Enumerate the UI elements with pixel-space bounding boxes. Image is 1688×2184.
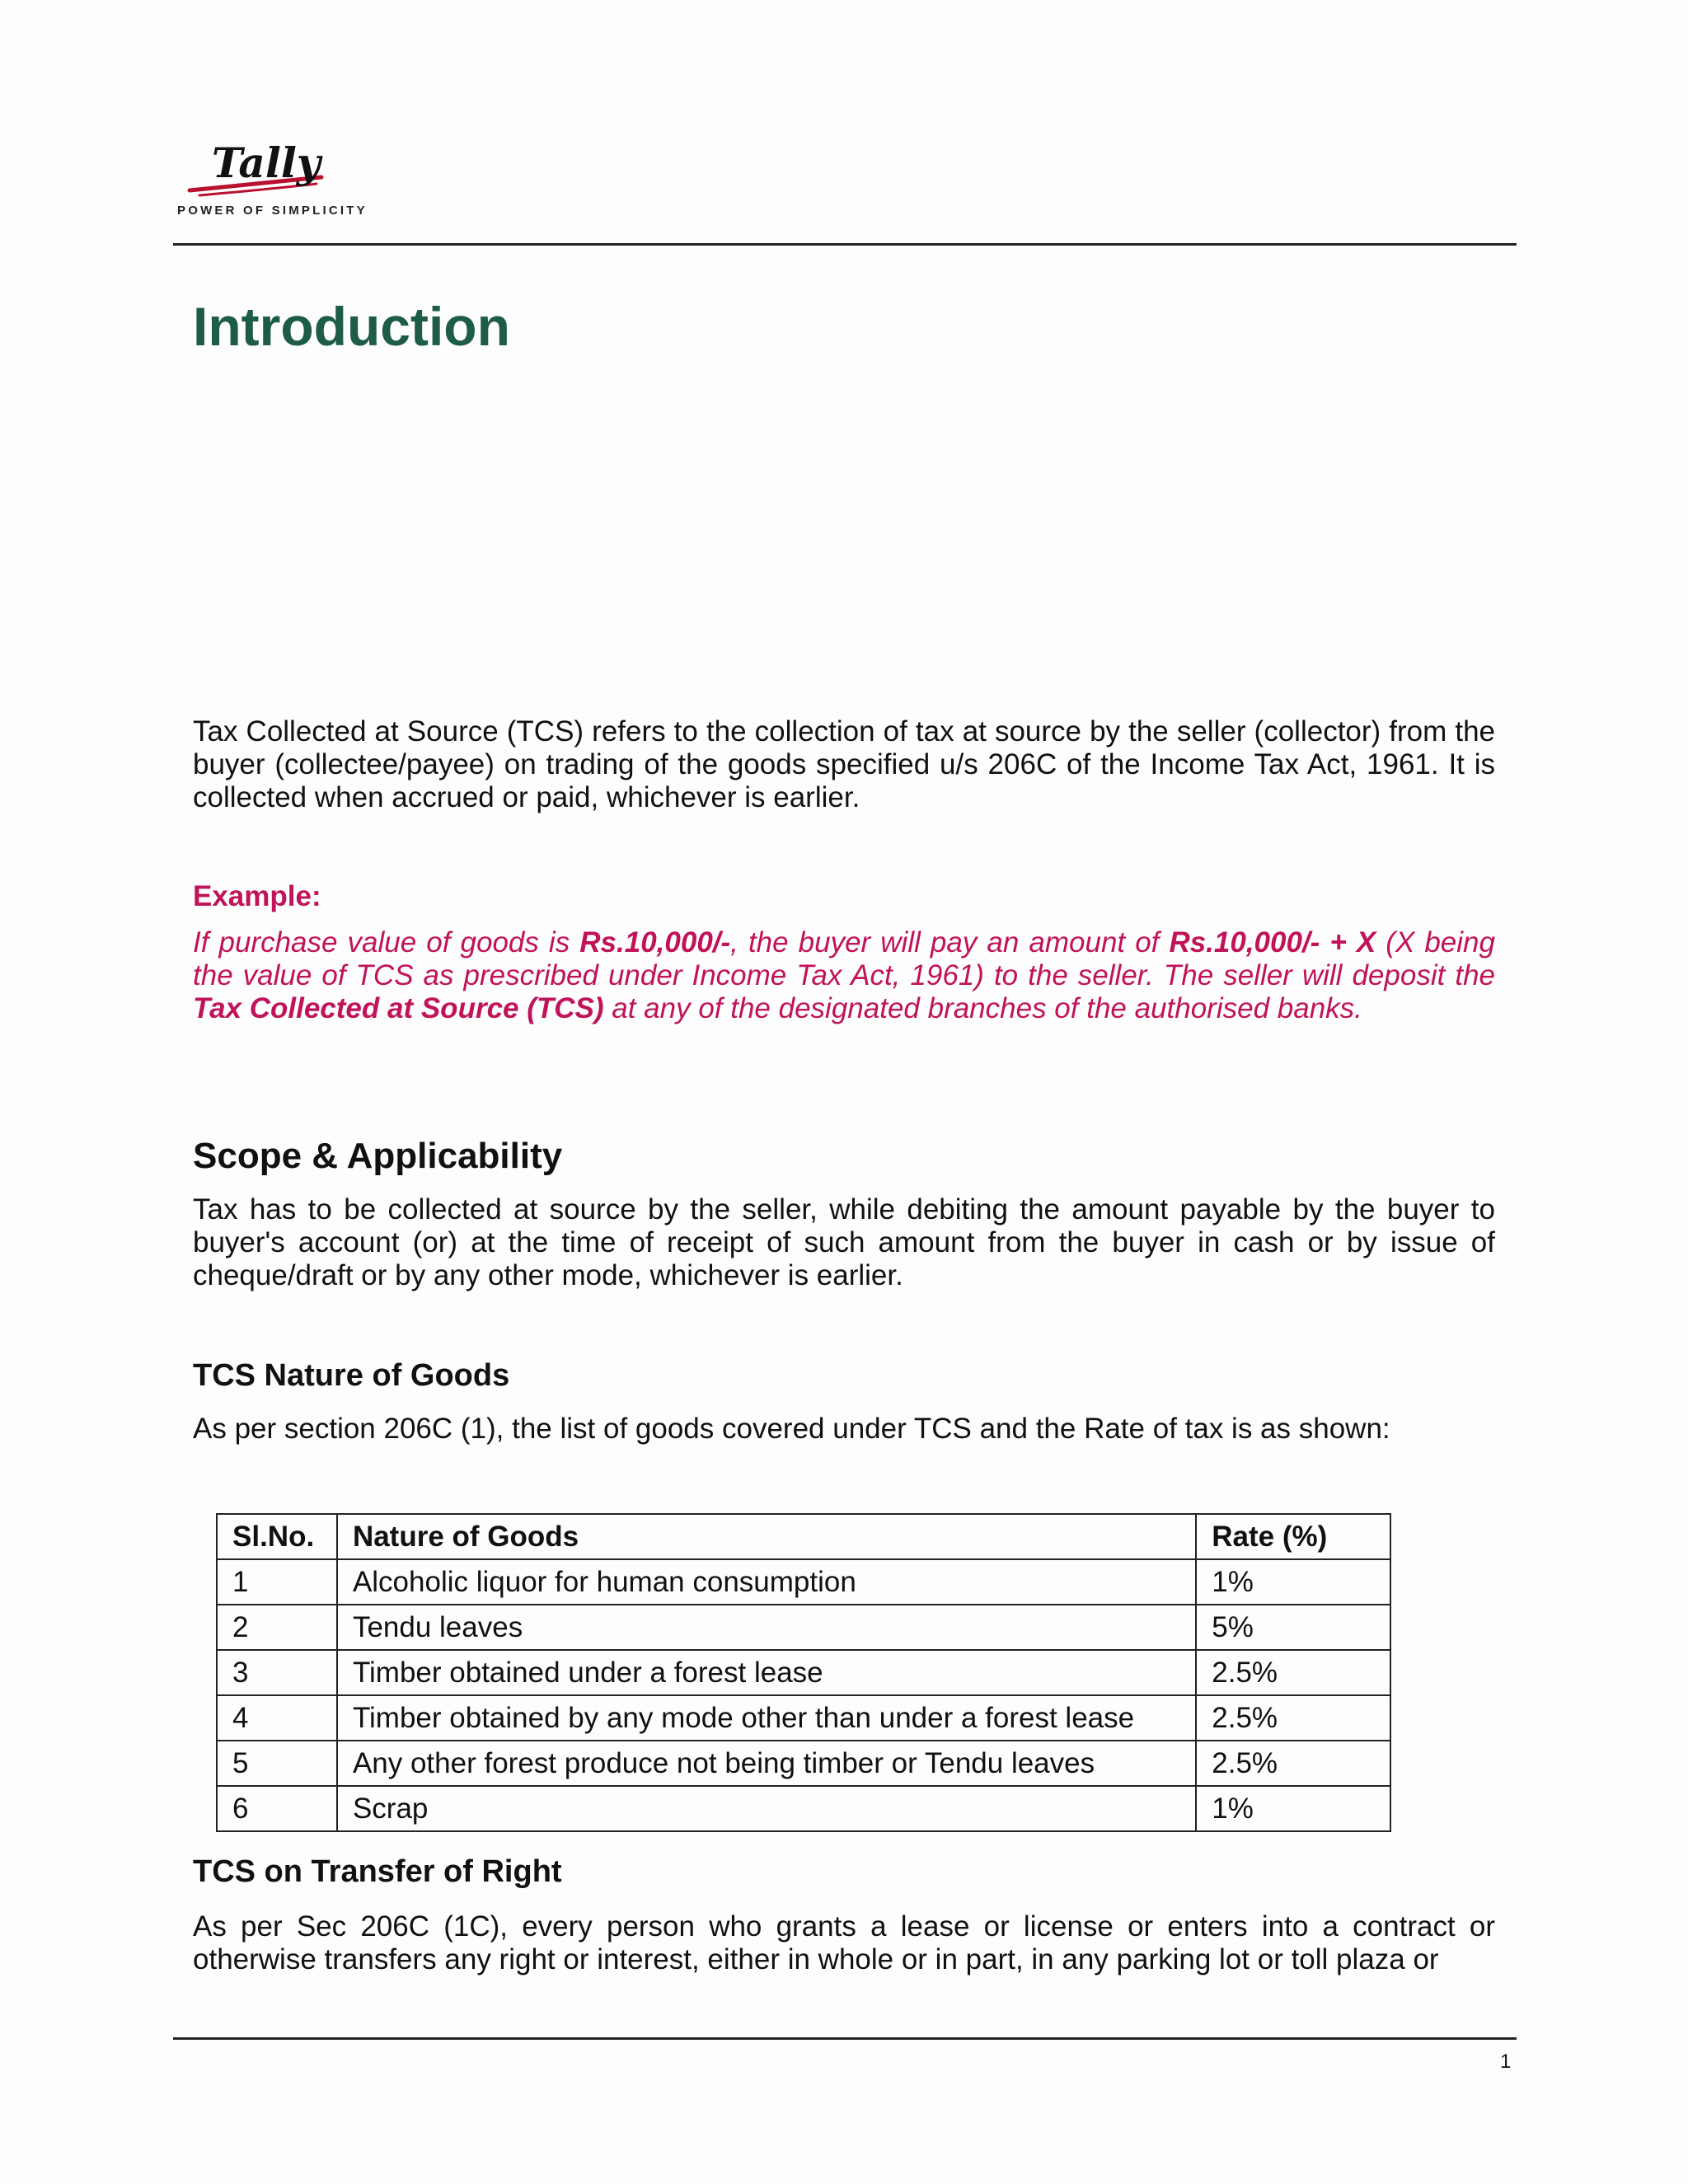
example-text-4: at any of the designated branches of the authorised banks.: [603, 992, 1362, 1024]
nature-paragraph: As per section 206C (1), the list of goods covered under TCS and the Rate of tax is as shown:: [193, 1413, 1390, 1445]
cell-rate: 2.5%: [1196, 1695, 1390, 1741]
table-row: [217, 1650, 1390, 1695]
cell-slno: 1: [217, 1559, 337, 1605]
table-row: [217, 1605, 1390, 1650]
example-text-1: If purchase value of goods is: [193, 926, 580, 958]
goods-table: [216, 1513, 1391, 1832]
example-bold-3: Tax Collected at Source (TCS): [193, 992, 604, 1024]
table-header-row: [217, 1514, 1390, 1559]
table-row: [217, 1741, 1390, 1786]
tally-logo-mark: [175, 136, 373, 202]
example-bold-2: Rs.10,000/- + X: [1169, 926, 1376, 958]
cell-rate: 5%: [1196, 1605, 1390, 1650]
cell-nature: Alcoholic liquor for human consumption: [337, 1559, 1196, 1605]
intro-paragraph: Tax Collected at Source (TCS) refers to the collection of tax at source by the seller (collector) from the buyer (collectee/payee) on trading of the goods specified u/s 206C of the Income Tax Act, 1961. It is collected when accrued or paid, whichever is earlier.: [193, 715, 1495, 813]
table-row: [217, 1695, 1390, 1741]
cell-slno: 4: [217, 1695, 337, 1741]
cell-nature: Any other forest produce not being timber or Tendu leaves: [337, 1741, 1196, 1786]
cell-nature: Timber obtained by any mode other than under a forest lease: [337, 1695, 1196, 1741]
cell-slno: 5: [217, 1741, 337, 1786]
cell-nature: Timber obtained under a forest lease: [337, 1650, 1196, 1695]
logo-wordmark: Tally: [212, 138, 321, 187]
example-paragraph: [193, 926, 1495, 1025]
scope-heading: Scope & Applicability: [193, 1136, 563, 1176]
cell-nature: Scrap: [337, 1786, 1196, 1831]
transfer-paragraph: As per Sec 206C (1C), every person who grants a lease or license or enters into a contract or otherwise transfers any right or interest, either in whole or in part, in any parking lot or toll plaza or: [193, 1910, 1495, 1975]
header-slno: Sl.No.: [217, 1514, 337, 1559]
header-rate: Rate (%): [1196, 1514, 1390, 1559]
example-bold-1: Rs.10,000/-: [579, 926, 731, 958]
cell-rate: 1%: [1196, 1559, 1390, 1605]
cell-nature: Tendu leaves: [337, 1605, 1196, 1650]
cell-rate: 1%: [1196, 1786, 1390, 1831]
header-rule: [173, 243, 1517, 246]
footer-rule: [173, 2037, 1517, 2040]
scope-paragraph: Tax has to be collected at source by the seller, while debiting the amount payable by the buyer to buyer's account (or) at the time of receipt of such amount from the buyer in cash or by issue of cheque/draft or by any other mode, whichever is earlier.: [193, 1193, 1495, 1291]
nature-heading: TCS Nature of Goods: [193, 1358, 510, 1393]
table-row: [217, 1786, 1390, 1831]
example-label: Example:: [193, 880, 321, 912]
logo-tagline: POWER OF SIMPLICITY: [177, 204, 368, 218]
page-title: Introduction: [193, 296, 510, 357]
cell-rate: 2.5%: [1196, 1650, 1390, 1695]
cell-slno: 6: [217, 1786, 337, 1831]
example-text-2: , the buyer will pay an amount of: [730, 926, 1170, 958]
page-number: 1: [1500, 2050, 1512, 2073]
header-nature: Nature of Goods: [337, 1514, 1196, 1559]
example-text-3: (X being the value of TCS as prescribed under Income Tax Act, 1961) to the seller. The seller will deposit the: [193, 926, 1495, 991]
table-row: [217, 1559, 1390, 1605]
cell-slno: 3: [217, 1650, 337, 1695]
transfer-heading: TCS on Transfer of Right: [193, 1854, 562, 1889]
cell-rate: 2.5%: [1196, 1741, 1390, 1786]
cell-slno: 2: [217, 1605, 337, 1650]
